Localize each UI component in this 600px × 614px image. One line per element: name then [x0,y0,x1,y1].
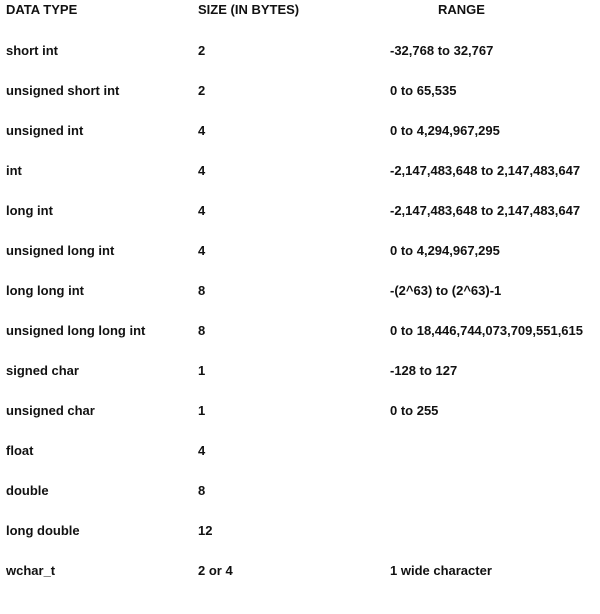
cell-data-type: float [6,443,34,458]
cell-data-type: unsigned long int [6,243,115,258]
cell-size: 4 [198,203,206,218]
cell-size: 2 [198,43,206,58]
cell-data-type: wchar_t [6,563,56,578]
table-row [0,202,600,242]
cell-data-type: short int [6,43,58,58]
table-row [0,282,600,322]
table-header-row [0,0,600,22]
table-row [0,82,600,122]
table-row [0,322,600,362]
table-row [0,562,600,602]
header-size: SIZE (IN BYTES) [198,2,300,17]
table-row [0,122,600,162]
table-row [0,162,600,202]
cell-size: 1 [198,403,206,418]
cell-range: 0 to 255 [390,403,439,418]
cell-data-type: unsigned short int [6,83,120,98]
table-row [0,242,600,282]
cell-size: 8 [198,283,206,298]
cell-range: 0 to 4,294,967,295 [390,243,500,258]
header-data-type: DATA TYPE [6,2,78,17]
cell-size: 4 [198,123,206,138]
cell-data-type: double [6,483,49,498]
cell-range: 0 to 18,446,744,073,709,551,615 [390,323,583,338]
cell-size: 1 [198,363,206,378]
table-row [0,442,600,482]
cell-size: 2 [198,83,206,98]
cell-range: -2,147,483,648 to 2,147,483,647 [390,163,581,178]
cell-size: 4 [198,163,206,178]
cell-range: -2,147,483,648 to 2,147,483,647 [390,203,581,218]
cell-data-type: unsigned char [6,403,95,418]
cell-data-type: int [6,163,22,178]
table-row [0,42,600,82]
cell-size: 12 [198,523,213,538]
cell-data-type: long double [6,523,80,538]
cell-data-type: unsigned long long int [6,323,146,338]
cell-size: 8 [198,323,206,338]
header-range: RANGE [438,2,485,17]
cell-size: 8 [198,483,206,498]
cell-data-type: signed char [6,363,79,378]
header-spacer [0,22,600,42]
cell-range: -32,768 to 32,767 [390,43,494,58]
cell-size: 4 [198,443,206,458]
table-row [0,522,600,562]
cell-range: 1 wide character [390,563,492,578]
table-row [0,402,600,442]
cell-data-type: unsigned int [6,123,84,138]
cell-range: -128 to 127 [390,363,458,378]
cell-size: 4 [198,243,206,258]
cell-range: 0 to 4,294,967,295 [390,123,500,138]
table-row [0,362,600,402]
cell-range: -(2^63) to (2^63)-1 [390,283,502,298]
cell-size: 2 or 4 [198,563,233,578]
table-row [0,482,600,522]
cell-range: 0 to 65,535 [390,83,457,98]
cell-data-type: long int [6,203,53,218]
cell-data-type: long long int [6,283,84,298]
